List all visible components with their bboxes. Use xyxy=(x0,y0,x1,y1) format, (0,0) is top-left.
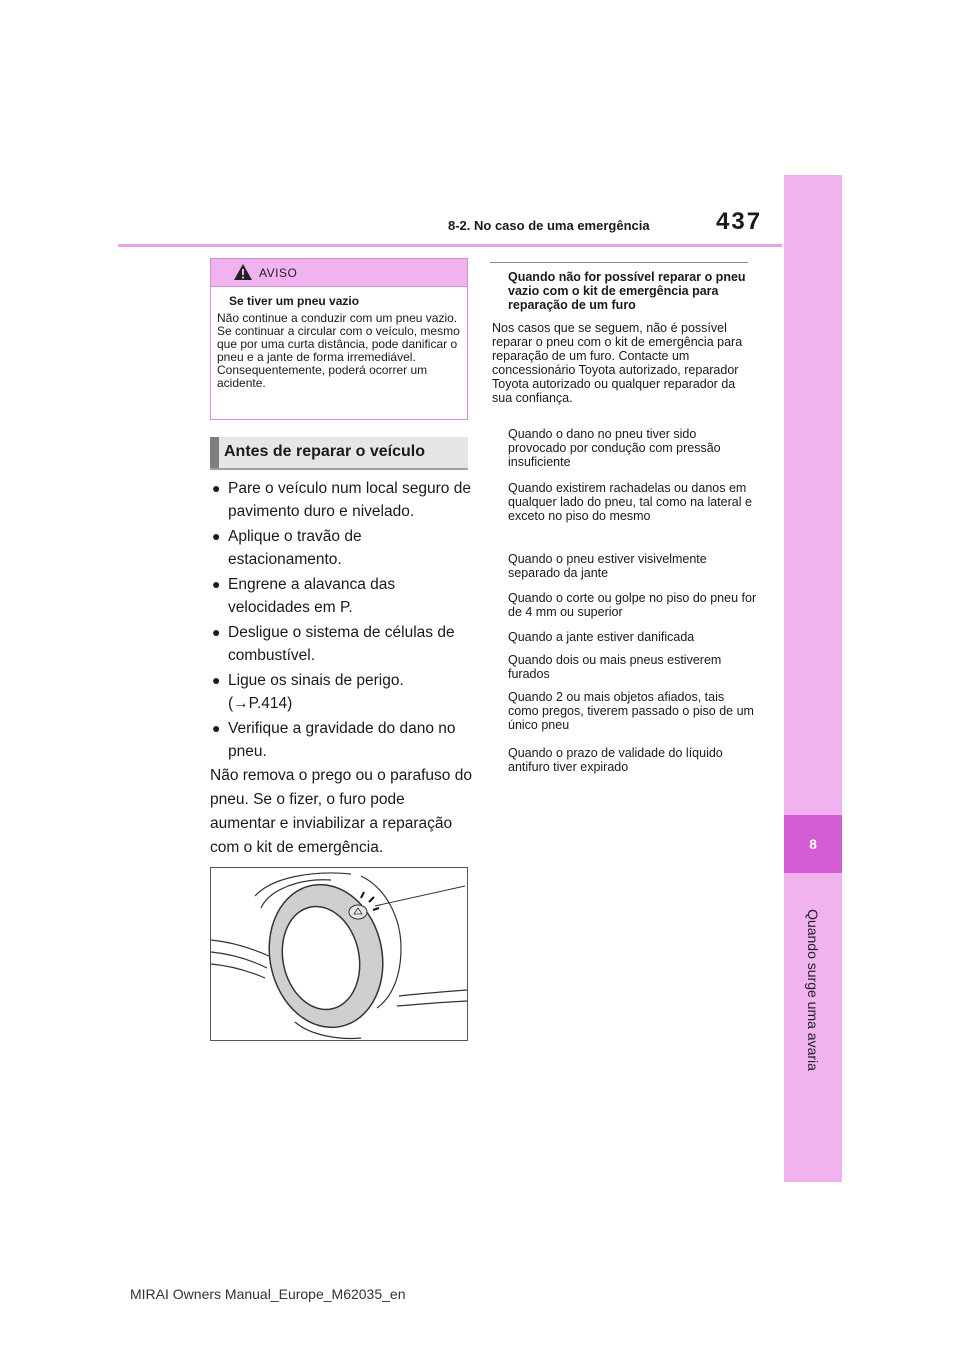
right-column-rule xyxy=(490,262,748,263)
hazard-switch-drawing xyxy=(211,868,467,1040)
bullet-text: Pare o veículo num local seguro de pavimento duro e nivelado. xyxy=(228,480,471,520)
bullet-dot: ● xyxy=(212,624,221,640)
bullet-text: Ligue os sinais de perigo. (→P.414) xyxy=(228,672,404,712)
condition-item: Quando o pneu estiver visivelmente separado da jante xyxy=(508,552,707,580)
bullet-text: Aplique o travão de estacionamento. xyxy=(228,528,362,568)
condition-item: Quando o prazo de validade do líquido antifuro tiver expirado xyxy=(508,746,723,774)
hazard-switch-illustration xyxy=(210,867,468,1041)
condition-item: Quando 2 ou mais objetos afiados, tais como pregos, tiverem passado o piso de um único pneu xyxy=(508,690,754,732)
warning-header xyxy=(211,259,467,287)
bullet-item xyxy=(212,477,472,523)
header-rule xyxy=(118,244,782,247)
right-column-title: Quando não for possível reparar o pneu vazio com o kit de emergência para reparação de um furo xyxy=(508,270,746,312)
bullet-text: Desligue o sistema de células de combustível. xyxy=(228,624,455,664)
heading-marker xyxy=(210,437,219,468)
condition-item: Quando o dano no pneu tiver sido provocado por condução com pressão insuficiente xyxy=(508,427,721,469)
section-heading-text: Antes de reparar o veículo xyxy=(224,443,425,460)
warning-triangle-icon xyxy=(233,263,253,281)
bullet-dot: ● xyxy=(212,672,221,688)
section-title: 8-2. No caso de uma emergência xyxy=(448,218,650,233)
warning-box xyxy=(210,258,468,420)
page-number: 437 xyxy=(716,208,763,235)
right-column-intro: Nos casos que se seguem, não é possível reparar o pneu com o kit de emergência para reparação de um furo. Contacte um concessionário Toyota autorizado, reparador Toyota autorizado ou qualquer reparador da sua confiança. xyxy=(492,321,743,405)
warning-title: AVISO xyxy=(259,266,298,280)
bullet-item xyxy=(212,573,472,619)
condition-item: Quando existirem rachadelas ou danos em qualquer lado do pneu, tal como na lateral e exceto no piso do mesmo xyxy=(508,481,752,523)
condition-item: Quando a jante estiver danificada xyxy=(508,630,695,644)
bullet-item xyxy=(212,621,472,667)
bullet-item xyxy=(212,669,472,715)
chapter-number-badge: 8 xyxy=(784,815,842,873)
bullet-text: Verifique a gravidade do dano no pneu. xyxy=(228,720,456,760)
bullet-dot: ● xyxy=(212,720,221,736)
bullet-item xyxy=(212,525,472,571)
warning-subtitle: Se tiver um pneu vazio xyxy=(229,294,360,308)
bullet-item xyxy=(212,717,472,763)
condition-item: Quando dois ou mais pneus estiverem furados xyxy=(508,653,722,681)
bullet-dot: ● xyxy=(212,528,221,544)
body-note: Não remova o prego ou o parafuso do pneu. Se o fizer, o furo pode aumentar e inviabilizar a reparação com o kit de emergência. xyxy=(210,767,472,856)
condition-item: Quando o corte ou golpe no piso do pneu for de 4 mm ou superior xyxy=(508,591,757,619)
warning-text: Não continue a conduzir com um pneu vazio. Se continuar a circular com o veículo, mesmo que por uma curta distância, pode danificar o pneu e a jante de forma irremediável. Consequentemente, poderá ocorrer um acidente. xyxy=(217,311,460,390)
section-heading xyxy=(210,437,468,470)
footer-document-id: MIRAI Owners Manual_Europe_M62035_en xyxy=(130,1286,406,1302)
bullet-dot: ● xyxy=(212,576,221,592)
bullet-dot: ● xyxy=(212,480,221,496)
bullet-text: Engrene a alavanca das velocidades em P. xyxy=(228,576,396,616)
chapter-side-label: Quando surge uma avaria xyxy=(805,909,821,1071)
